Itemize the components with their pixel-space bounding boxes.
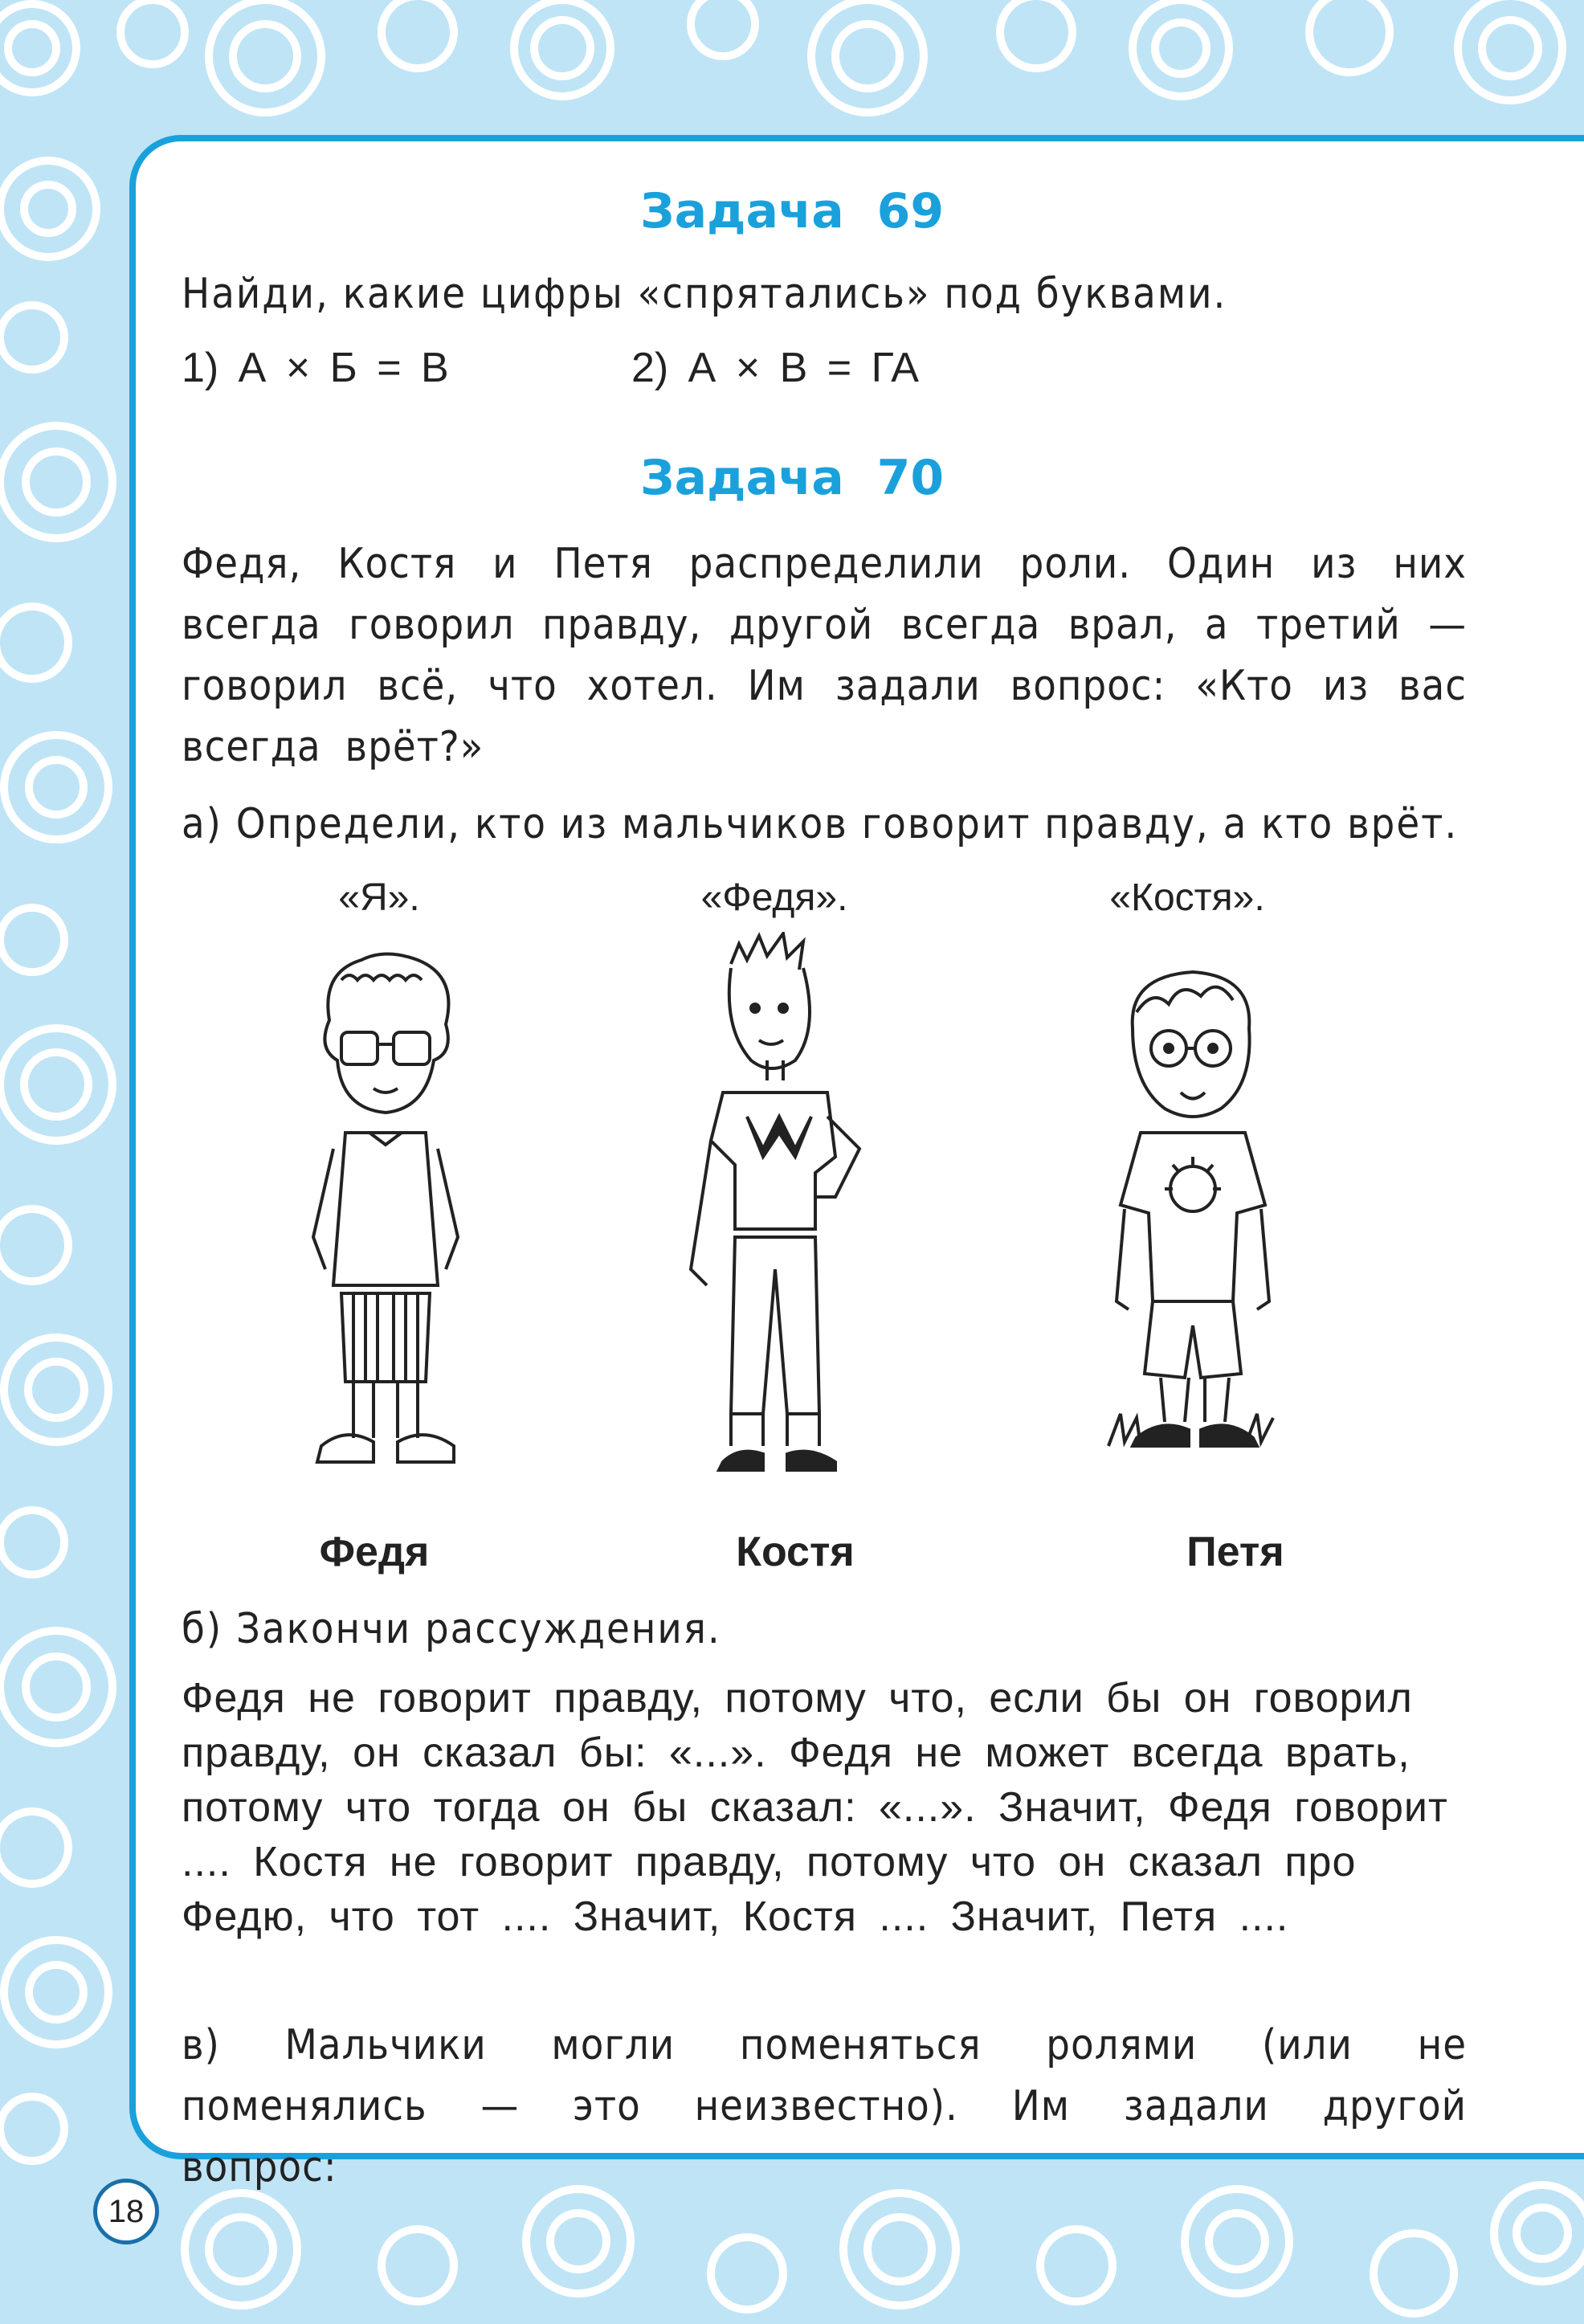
task70-intro: Федя, Костя и Петя распределили роли. Один из них всегда говорил правду, другой всегда врал, а третий — говорил всё, что хотел. Им задали вопрос: «Кто из вас всегда врёт?» xyxy=(182,540,1467,771)
boy-answer-petya: «Костя». xyxy=(1109,876,1265,919)
boy-name-kostya: Костя xyxy=(736,1529,855,1575)
task70-part-a: а) Определи, кто из мальчиков говорит правду, а кто врёт. xyxy=(182,800,1459,848)
boy-answer-kostya: «Федя». xyxy=(700,876,848,919)
task69-title: Задача 69 xyxy=(639,183,945,239)
boy-answer-fedya: «Я». xyxy=(338,876,420,919)
petya-illustration xyxy=(1092,964,1293,1478)
task70-title: Задача 70 xyxy=(639,450,945,506)
kostya-illustration xyxy=(675,932,884,1494)
task69-intro: Найди, какие цифры «спрятались» под буквами. xyxy=(182,270,1227,318)
task70-part-b: б) Закончи рассуждения. xyxy=(182,1605,721,1653)
task69-equation-1: 1) А × Б = В xyxy=(182,345,449,391)
task69-equation-2: 2) А × В = ГА xyxy=(631,345,919,391)
boy-name-fedya: Федя xyxy=(319,1529,430,1575)
task70-reasoning: Федя не говорит правду, потому что, если бы он говорил правду, он сказал бы: «...». Федя не может всегда врать, потому что тогда он бы сказал: «...». Значит, Федя говорит .... Костя не говорит правду, потому что он сказал про Федю, что тот .... Значит, Костя .... Значит, Петя .... xyxy=(182,1675,1448,1940)
boy-name-petya: Петя xyxy=(1186,1529,1284,1575)
task70-part-c: в) Мальчики могли поменяться ролями (или не поменялись — это неизвестно). Им задали другой вопрос: xyxy=(182,2021,1467,2191)
fedya-illustration xyxy=(297,948,474,1494)
page-number: 18 xyxy=(93,2179,159,2244)
